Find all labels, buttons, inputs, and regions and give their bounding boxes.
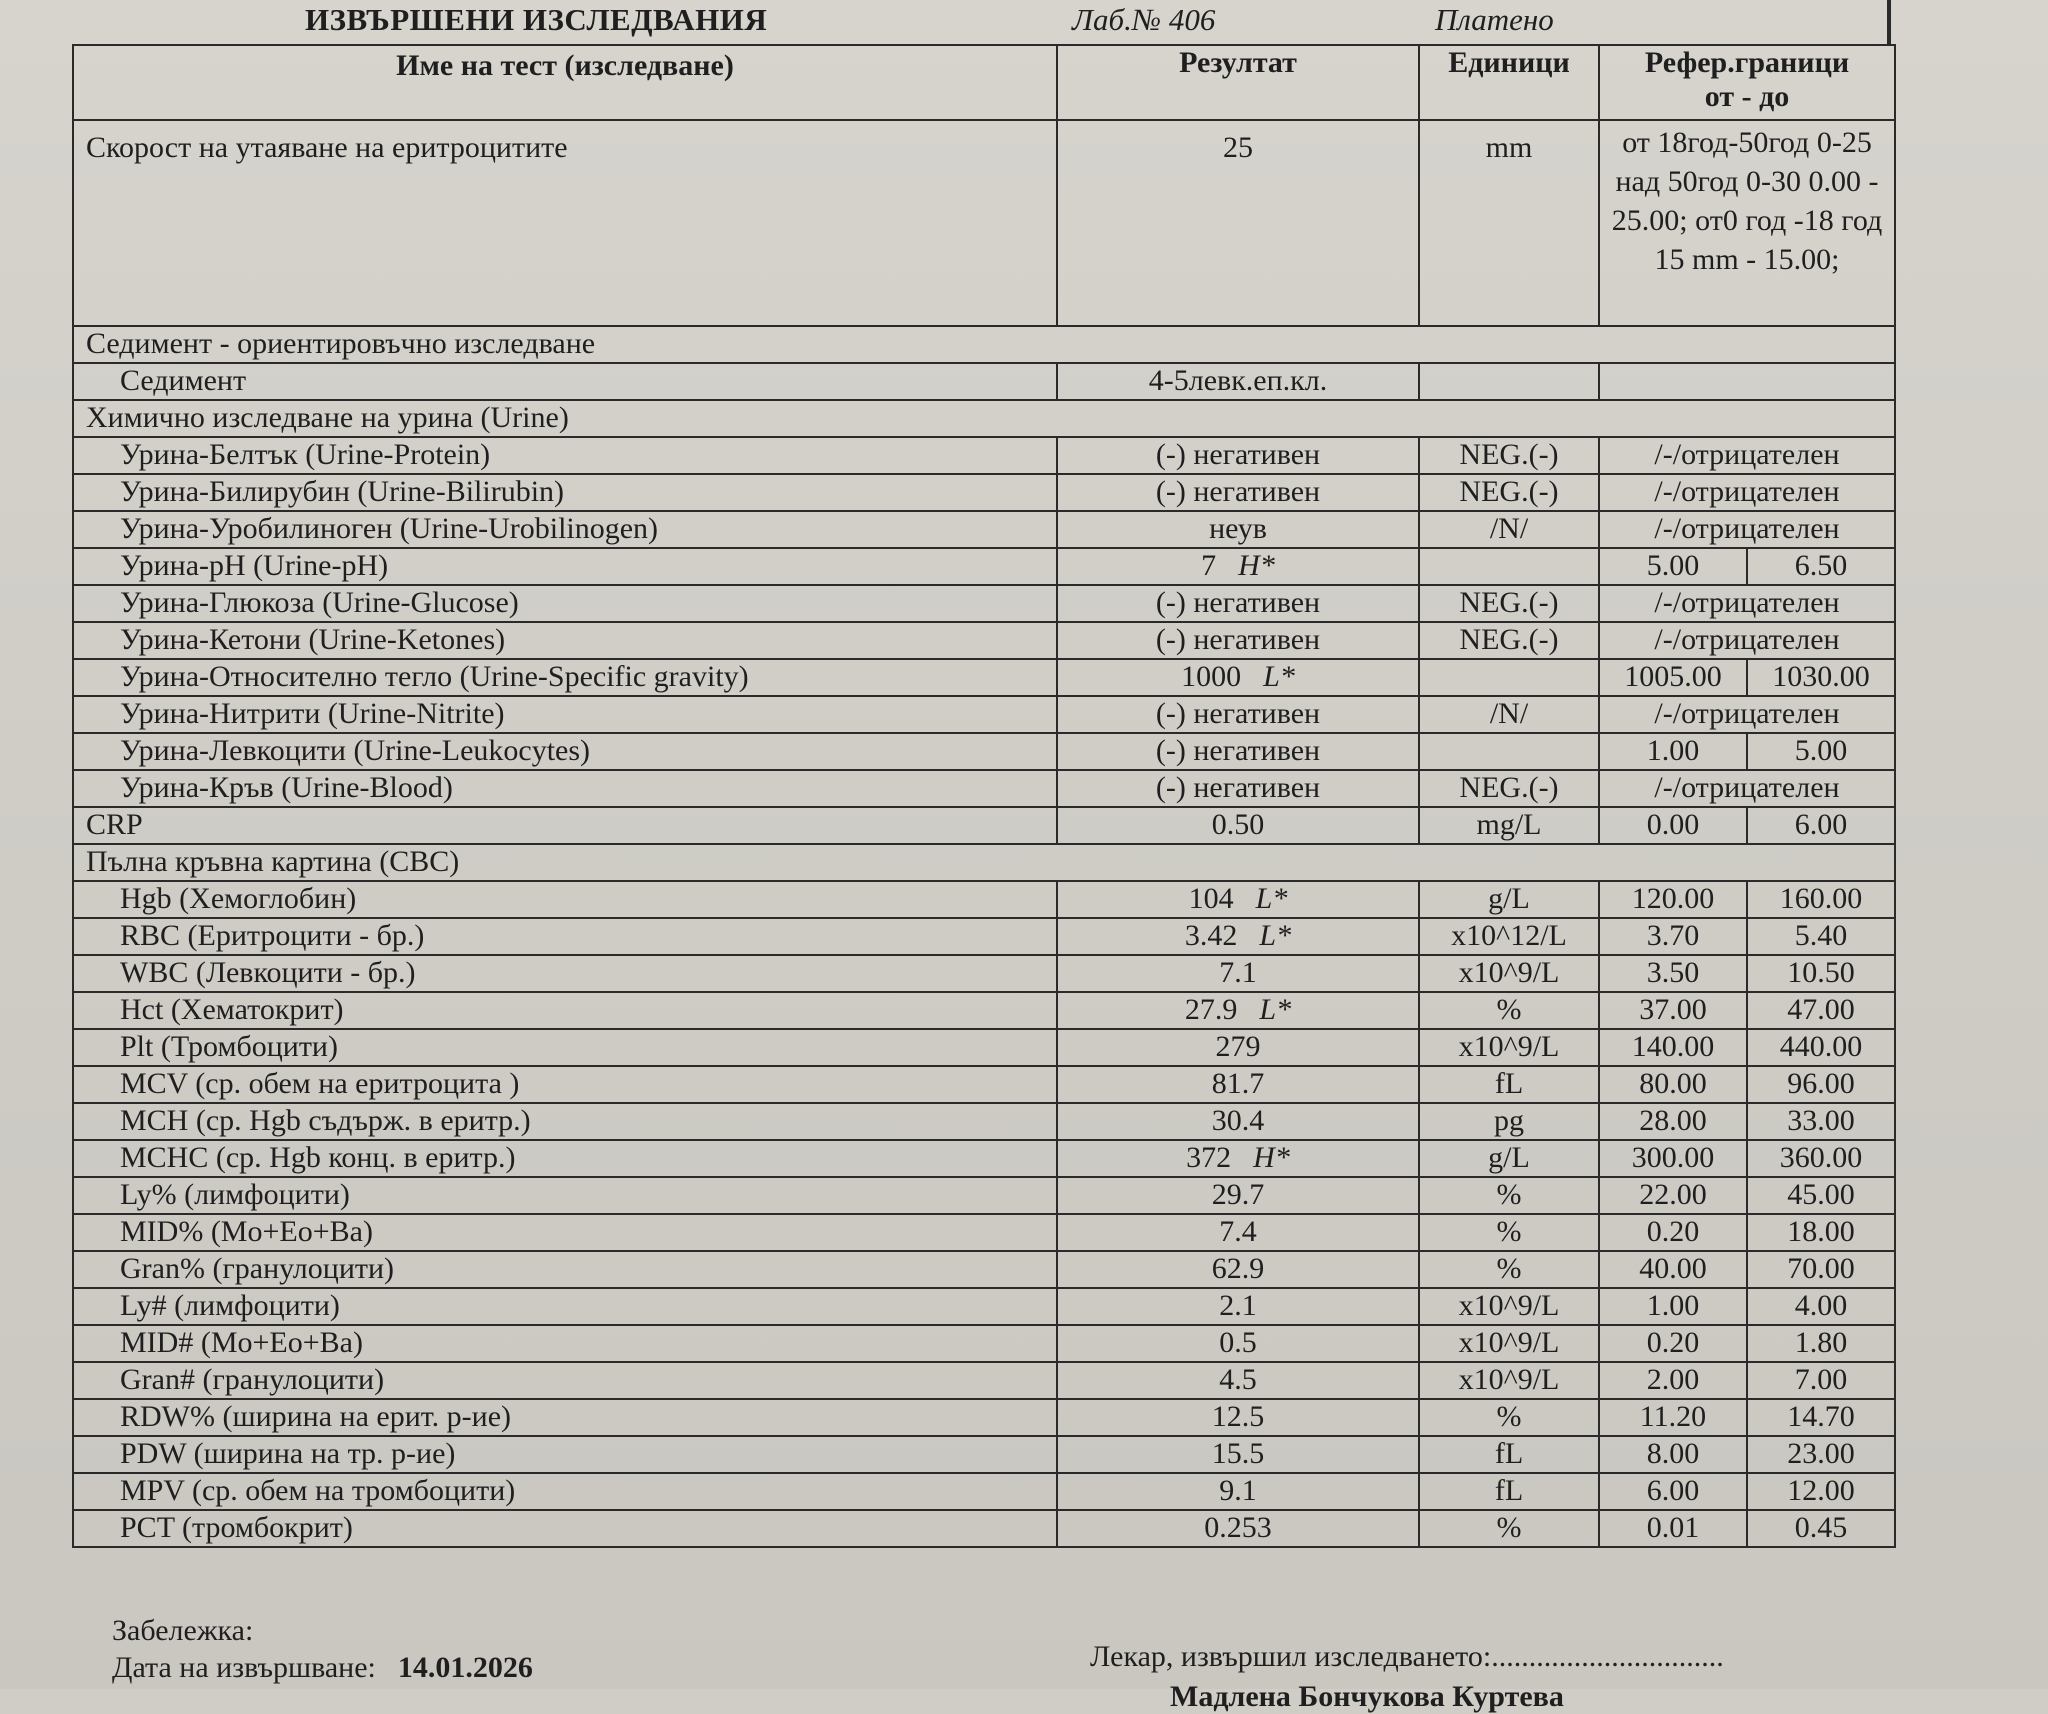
test-unit: NEG.(-): [1419, 474, 1599, 511]
ref-high: 440.00: [1747, 1029, 1895, 1066]
ref-high: 4.00: [1747, 1288, 1895, 1325]
test-result-cell: [1057, 770, 1419, 807]
test-unit: mg/L: [1419, 807, 1599, 844]
test-reference: /-/отрицателен: [1599, 437, 1895, 474]
test-result: 15.5: [1211, 1437, 1265, 1470]
report-header: [0, 0, 2048, 46]
test-unit: NEG.(-): [1419, 622, 1599, 659]
table-row: [73, 437, 1895, 474]
test-result-cell: [1057, 1399, 1419, 1436]
test-result-cell: [1057, 622, 1419, 659]
test-unit: NEG.(-): [1419, 437, 1599, 474]
test-name: Hct (Хематокрит): [73, 992, 1057, 1029]
table-row: [73, 1362, 1895, 1399]
abnormal-flag: L*: [1263, 660, 1295, 693]
table-row: [73, 881, 1895, 918]
ref-high: 1.80: [1747, 1325, 1895, 1362]
ref-high: 23.00: [1747, 1436, 1895, 1473]
table-row: [73, 1288, 1895, 1325]
col-header-result: Резултат: [1057, 45, 1419, 120]
ref-high: 47.00: [1747, 992, 1895, 1029]
test-reference: /-/отрицателен: [1599, 511, 1895, 548]
ref-high: 360.00: [1747, 1140, 1895, 1177]
ref-high: 5.00: [1747, 733, 1895, 770]
group-title: Химично изследване на урина (Urine): [73, 400, 1895, 437]
col-header-ref: [1599, 45, 1895, 120]
ref-low: 80.00: [1599, 1066, 1747, 1103]
date-line: [112, 1651, 533, 1685]
test-unit: /N/: [1419, 511, 1599, 548]
ref-high: 0.45: [1747, 1510, 1895, 1547]
test-unit: x10^9/L: [1419, 1325, 1599, 1362]
test-result-cell: [1057, 437, 1419, 474]
ref-high: 5.40: [1747, 918, 1895, 955]
abnormal-flag: L*: [1255, 882, 1288, 915]
test-name: Урина-Уробилиноген (Urine-Urobilinogen): [73, 511, 1057, 548]
table-row: [73, 1214, 1895, 1251]
test-name: Урина-Билирубин (Urine-Bilirubin): [73, 474, 1057, 511]
test-result-cell: [1057, 1362, 1419, 1399]
table-row: [73, 918, 1895, 955]
test-result: 25: [1057, 120, 1419, 326]
table-row: [73, 770, 1895, 807]
table-edge: [1887, 0, 1891, 46]
test-unit: /N/: [1419, 696, 1599, 733]
test-result: 7.4: [1219, 1215, 1257, 1248]
ref-high: 1030.00: [1747, 659, 1895, 696]
test-result: неув: [1209, 512, 1267, 545]
test-name: RDW% (ширина на ерит. р-ие): [73, 1399, 1057, 1436]
table-row: [73, 548, 1895, 585]
test-result-cell: [1057, 659, 1419, 696]
test-result-cell: [1057, 585, 1419, 622]
table-row: [73, 659, 1895, 696]
test-unit: g/L: [1419, 1140, 1599, 1177]
test-name: RBC (Еритроцити - бр.): [73, 918, 1057, 955]
test-result: 30.4: [1211, 1104, 1265, 1137]
test-result: 372: [1186, 1141, 1232, 1174]
date-label: Дата на извършване:: [112, 1651, 376, 1684]
table-row: [73, 696, 1895, 733]
ref-high: 10.50: [1747, 955, 1895, 992]
test-result: 4.5: [1219, 1363, 1257, 1396]
test-name: Урина-Относително тегло (Urine-Specific gravity): [73, 659, 1057, 696]
abnormal-flag: H*: [1238, 549, 1275, 582]
table-row: [73, 1399, 1895, 1436]
test-name: Ly# (лимфоцити): [73, 1288, 1057, 1325]
test-result: 81.7: [1211, 1067, 1265, 1100]
test-result-cell: [1057, 733, 1419, 770]
ref-low: 6.00: [1599, 1473, 1747, 1510]
ref-low: 300.00: [1599, 1140, 1747, 1177]
ref-high: 18.00: [1747, 1214, 1895, 1251]
test-unit: x10^9/L: [1419, 1288, 1599, 1325]
abnormal-flag: H*: [1253, 1141, 1290, 1174]
test-unit: g/L: [1419, 881, 1599, 918]
test-result-cell: [1057, 992, 1419, 1029]
test-result: 1000: [1181, 660, 1242, 693]
test-name: MID# (Mo+Eo+Ba): [73, 1325, 1057, 1362]
test-result: 9.1: [1219, 1474, 1257, 1507]
ref-low: 140.00: [1599, 1029, 1747, 1066]
test-unit: fL: [1419, 1066, 1599, 1103]
test-result: (-) негативен: [1155, 438, 1321, 471]
table-row: [73, 363, 1895, 400]
test-reference: /-/отрицателен: [1599, 770, 1895, 807]
table-group-row: [73, 400, 1895, 437]
abnormal-flag: L*: [1259, 993, 1292, 1026]
ref-high: 14.70: [1747, 1399, 1895, 1436]
table-row: [73, 1066, 1895, 1103]
ref-low: 0.00: [1599, 807, 1747, 844]
col-header-name: Име на тест (изследване): [73, 45, 1057, 120]
test-result: 0.5: [1219, 1326, 1257, 1359]
test-result-cell: [1057, 1029, 1419, 1066]
test-name: Скорост на утаяване на еритроцитите: [73, 120, 1057, 326]
test-result: 0.50: [1211, 808, 1265, 841]
test-reference: /-/отрицателен: [1599, 474, 1895, 511]
test-name: MPV (ср. обем на тромбоцити): [73, 1473, 1057, 1510]
ref-low: 1.00: [1599, 1288, 1747, 1325]
test-result-cell: [1057, 955, 1419, 992]
table-row: [73, 474, 1895, 511]
test-result: 104: [1188, 882, 1234, 915]
table-row: [73, 733, 1895, 770]
table-row: [73, 1510, 1895, 1547]
test-result-cell: [1057, 1325, 1419, 1362]
test-unit: %: [1419, 992, 1599, 1029]
doctor-label: Лекар, извършил изследването:...............................: [1090, 1640, 1724, 1673]
test-name: PDW (ширина на тр. р-ие): [73, 1436, 1057, 1473]
test-result: 62.9: [1211, 1252, 1265, 1285]
group-title: Пълна кръвна картина (CBC): [73, 844, 1895, 881]
ref-low: 1005.00: [1599, 659, 1747, 696]
ref-low: 1.00: [1599, 733, 1747, 770]
test-unit: %: [1419, 1214, 1599, 1251]
table-row-esr: [73, 120, 1895, 326]
ref-low: 5.00: [1599, 548, 1747, 585]
test-name: WBC (Левкоцити - бр.): [73, 955, 1057, 992]
test-result-cell: [1057, 1103, 1419, 1140]
test-unit: [1419, 733, 1599, 770]
ref-low: 0.20: [1599, 1325, 1747, 1362]
test-unit: [1419, 659, 1599, 696]
test-result-cell: [1057, 363, 1419, 400]
abnormal-flag: L*: [1259, 919, 1292, 952]
test-result: 4-5левк.еп.кл.: [1148, 364, 1328, 397]
ref-low: 3.50: [1599, 955, 1747, 992]
test-unit: %: [1419, 1510, 1599, 1547]
test-result-cell: [1057, 1288, 1419, 1325]
table-row: [73, 955, 1895, 992]
ref-high: 160.00: [1747, 881, 1895, 918]
test-name: Урина-pH (Urine-pH): [73, 548, 1057, 585]
ref-low: 40.00: [1599, 1251, 1747, 1288]
table-group-row: [73, 844, 1895, 881]
ref-high: 7.00: [1747, 1362, 1895, 1399]
table-row: [73, 622, 1895, 659]
ref-high: 96.00: [1747, 1066, 1895, 1103]
test-name: Урина-Глюкоза (Urine-Glucose): [73, 585, 1057, 622]
test-name: MCV (ср. обем на еритроцита ): [73, 1066, 1057, 1103]
test-name: Урина-Кръв (Urine-Blood): [73, 770, 1057, 807]
test-name: Ly% (лимфоцити): [73, 1177, 1057, 1214]
table-row: [73, 1325, 1895, 1362]
test-result: (-) негативен: [1155, 771, 1321, 804]
test-result-cell: [1057, 474, 1419, 511]
test-result-cell: [1057, 918, 1419, 955]
ref-low: 120.00: [1599, 881, 1747, 918]
test-result: (-) негативен: [1155, 586, 1321, 619]
test-unit: fL: [1419, 1473, 1599, 1510]
test-reference: от 18год-50год 0-25 над 50год 0-30 0.00 - 25.00; от0 год -18 год 15 mm - 15.00;: [1599, 120, 1895, 326]
ref-high: 6.00: [1747, 807, 1895, 844]
test-unit: x10^9/L: [1419, 1362, 1599, 1399]
test-result-cell: [1057, 1251, 1419, 1288]
test-name: Седимент: [73, 363, 1057, 400]
ref-high: 12.00: [1747, 1473, 1895, 1510]
test-unit: x10^12/L: [1419, 918, 1599, 955]
table-row: [73, 1177, 1895, 1214]
test-result: 0.253: [1204, 1511, 1272, 1544]
test-unit: NEG.(-): [1419, 585, 1599, 622]
test-unit: mm: [1419, 120, 1599, 326]
ref-low: 2.00: [1599, 1362, 1747, 1399]
table-row: [73, 1029, 1895, 1066]
test-result-cell: [1057, 696, 1419, 733]
test-name: Hgb (Хемоглобин): [73, 881, 1057, 918]
ref-high: 45.00: [1747, 1177, 1895, 1214]
test-result-cell: [1057, 1066, 1419, 1103]
table-row: [73, 585, 1895, 622]
ref-low: 22.00: [1599, 1177, 1747, 1214]
test-result: 7.1: [1219, 956, 1257, 989]
table-row: [73, 807, 1895, 844]
table-row: [73, 1103, 1895, 1140]
test-result: 279: [1215, 1030, 1261, 1063]
test-result: 27.9: [1184, 993, 1238, 1026]
doctor-name: Мадлена Бончукова Куртева: [1170, 1680, 1564, 1713]
test-result-cell: [1057, 1473, 1419, 1510]
test-name: Plt (Тромбоцити): [73, 1029, 1057, 1066]
test-result-cell: [1057, 807, 1419, 844]
test-result-cell: [1057, 1140, 1419, 1177]
test-unit: [1419, 548, 1599, 585]
test-name: MCHC (ср. Hgb конц. в еритр.): [73, 1140, 1057, 1177]
test-result: 12.5: [1211, 1400, 1265, 1433]
lab-number: Лаб.№ 406: [1072, 2, 1216, 37]
table-row: [73, 1140, 1895, 1177]
table-row: [73, 1436, 1895, 1473]
table-row: [73, 992, 1895, 1029]
table-row: [73, 1251, 1895, 1288]
ref-high: 70.00: [1747, 1251, 1895, 1288]
test-result-cell: [1057, 1510, 1419, 1547]
table-row: [73, 1473, 1895, 1510]
test-reference: /-/отрицателен: [1599, 696, 1895, 733]
test-unit: NEG.(-): [1419, 770, 1599, 807]
test-result: 2.1: [1219, 1289, 1257, 1322]
test-unit: x10^9/L: [1419, 955, 1599, 992]
table-row: [73, 511, 1895, 548]
ref-low: 11.20: [1599, 1399, 1747, 1436]
test-name: Gran# (гранулоцити): [73, 1362, 1057, 1399]
test-name: Gran% (гранулоцити): [73, 1251, 1057, 1288]
test-result-cell: [1057, 1436, 1419, 1473]
test-unit: %: [1419, 1399, 1599, 1436]
ref-low: 0.20: [1599, 1214, 1747, 1251]
ref-low: 37.00: [1599, 992, 1747, 1029]
col-header-ref-line1: Рефер.граници: [1644, 46, 1850, 79]
test-result: 29.7: [1211, 1178, 1265, 1211]
test-result: (-) негативен: [1155, 623, 1321, 656]
test-result-cell: [1057, 1177, 1419, 1214]
test-name: Урина-Кетони (Urine-Ketones): [73, 622, 1057, 659]
test-name: PCT (тромбокрит): [73, 1510, 1057, 1547]
test-name: CRP: [73, 807, 1057, 844]
col-header-ref-line2: от - до: [1704, 80, 1790, 113]
test-name: Урина-Белтък (Urine-Protein): [73, 437, 1057, 474]
date-value: 14.01.2026: [397, 1651, 533, 1684]
test-name: MCH (ср. Hgb съдърж. в еритр.): [73, 1103, 1057, 1140]
ref-low: 3.70: [1599, 918, 1747, 955]
note-label: Забележка:: [112, 1614, 254, 1647]
test-result: 7: [1201, 549, 1217, 582]
test-name: Урина-Левкоцити (Urine-Leukocytes): [73, 733, 1057, 770]
test-result-cell: [1057, 511, 1419, 548]
test-result: (-) негативен: [1155, 475, 1321, 508]
ref-low: 28.00: [1599, 1103, 1747, 1140]
ref-low: 0.01: [1599, 1510, 1747, 1547]
ref-high: 33.00: [1747, 1103, 1895, 1140]
test-unit: fL: [1419, 1436, 1599, 1473]
report-title: ИЗВЪРШЕНИ ИЗСЛЕДВАНИЯ: [305, 2, 768, 37]
test-unit: [1419, 363, 1599, 400]
test-result: (-) негативен: [1155, 697, 1321, 730]
test-result: 3.42: [1184, 919, 1238, 952]
test-result: (-) негативен: [1155, 734, 1321, 767]
test-unit: pg: [1419, 1103, 1599, 1140]
test-reference: /-/отрицателен: [1599, 622, 1895, 659]
test-result-cell: [1057, 1214, 1419, 1251]
test-unit: x10^9/L: [1419, 1029, 1599, 1066]
table-group-row: [73, 326, 1895, 363]
col-header-units: Единици: [1419, 45, 1599, 120]
test-reference: [1599, 363, 1895, 400]
table-header-row: [73, 45, 1895, 120]
test-result-cell: [1057, 548, 1419, 585]
test-unit: %: [1419, 1251, 1599, 1288]
ref-high: 6.50: [1747, 548, 1895, 585]
test-name: MID% (Mo+Eo+Ba): [73, 1214, 1057, 1251]
test-name: Урина-Нитрити (Urine-Nitrite): [73, 696, 1057, 733]
test-unit: %: [1419, 1177, 1599, 1214]
results-table: [72, 44, 1896, 1548]
payment-status: Платено: [1435, 2, 1554, 37]
test-reference: /-/отрицателен: [1599, 585, 1895, 622]
ref-low: 8.00: [1599, 1436, 1747, 1473]
test-result-cell: [1057, 881, 1419, 918]
group-title: Седимент - ориентировъчно изследване: [73, 326, 1895, 363]
